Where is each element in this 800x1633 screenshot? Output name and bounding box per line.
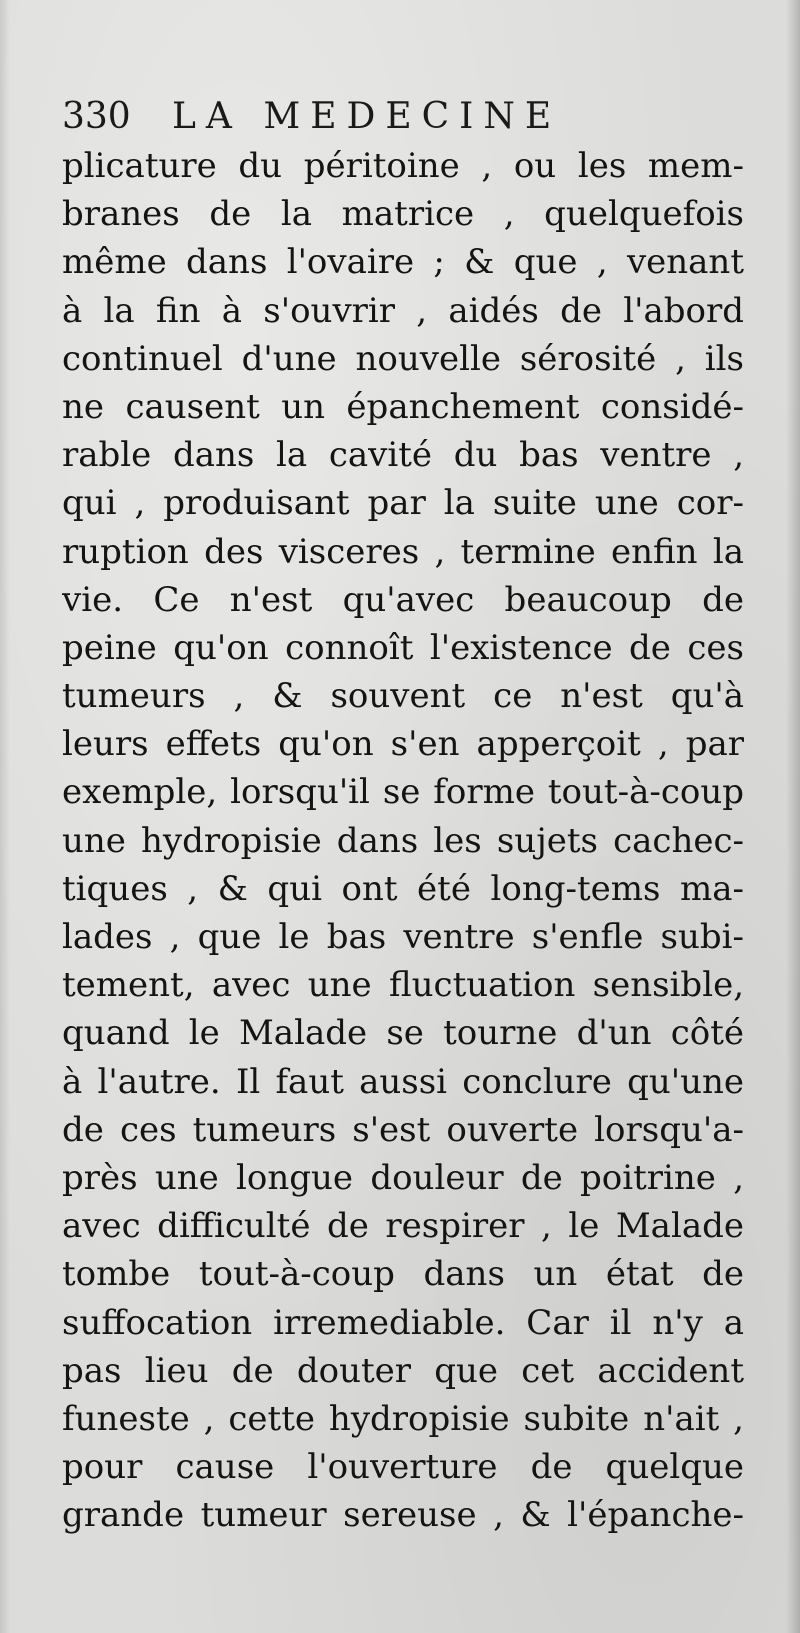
page-right-shadow (786, 0, 800, 1633)
text-line: à l'autre. Il faut aussi conclure qu'une (62, 1061, 744, 1102)
text-line: pour cause l'ouverture de quelque (62, 1447, 744, 1488)
text-line: ruption des visceres , termine enfin la (62, 531, 744, 572)
text-line: exemple, lorsqu'il se forme tout-à-coup (62, 772, 744, 813)
text-line: près une longue douleur de poitrine , (62, 1157, 744, 1198)
text-line: suffocation irremediable. Car il n'y a (62, 1302, 744, 1343)
text-line: leurs effets qu'on s'en apperçoit , par (62, 724, 744, 765)
text-line: qui , produisant par la suite une cor- (62, 483, 744, 524)
text-line: rable dans la cavité du bas ventre , (62, 435, 744, 476)
text-line: même dans l'ovaire ; & que , venant (62, 242, 744, 283)
running-head (62, 92, 742, 142)
text-line: tombe tout-à-coup dans un état de (62, 1254, 744, 1295)
text-line: une hydropisie dans les sujets cachec- (62, 820, 744, 861)
text-line: grande tumeur sereuse , & l'épanche- (62, 1495, 744, 1536)
text-line: funeste , cette hydropisie subite n'ait , (62, 1398, 744, 1439)
text-line: tumeurs , & souvent ce n'est qu'à (62, 676, 744, 717)
text-line: peine qu'on connoît l'existence de ces (62, 627, 744, 668)
text-line: de ces tumeurs s'est ouverte lorsqu'a- (62, 1109, 744, 1150)
body-text (62, 142, 744, 1539)
text-line: plicature du péritoine , ou les mem- (62, 146, 744, 186)
text-line: lades , que le bas ventre s'enfle subi- (62, 917, 744, 957)
text-line: avec difficulté de respirer , le Malade (62, 1206, 744, 1247)
text-line: quand le Malade se tourne d'un côté (62, 1013, 744, 1054)
page-number: 330 (62, 96, 131, 137)
text-line: vie. Ce n'est qu'avec beaucoup de (62, 579, 744, 620)
text-line: ne causent un épanchement considé- (62, 386, 744, 427)
text-line: à la fin à s'ouvrir , aidés de l'abord (62, 290, 744, 331)
running-title: LA MEDECINE (172, 96, 562, 137)
text-line: tement, avec une fluctuation sensible, (62, 965, 744, 1006)
text-line: pas lieu de douter que cet accident (62, 1350, 744, 1391)
page-left-shadow (0, 0, 10, 1633)
text-line: branes de la matrice , quelquefois (62, 194, 744, 235)
text-line: tiques , & qui ont été long-tems ma- (62, 868, 744, 909)
text-line: continuel d'une nouvelle sérosité , ils (62, 338, 744, 379)
